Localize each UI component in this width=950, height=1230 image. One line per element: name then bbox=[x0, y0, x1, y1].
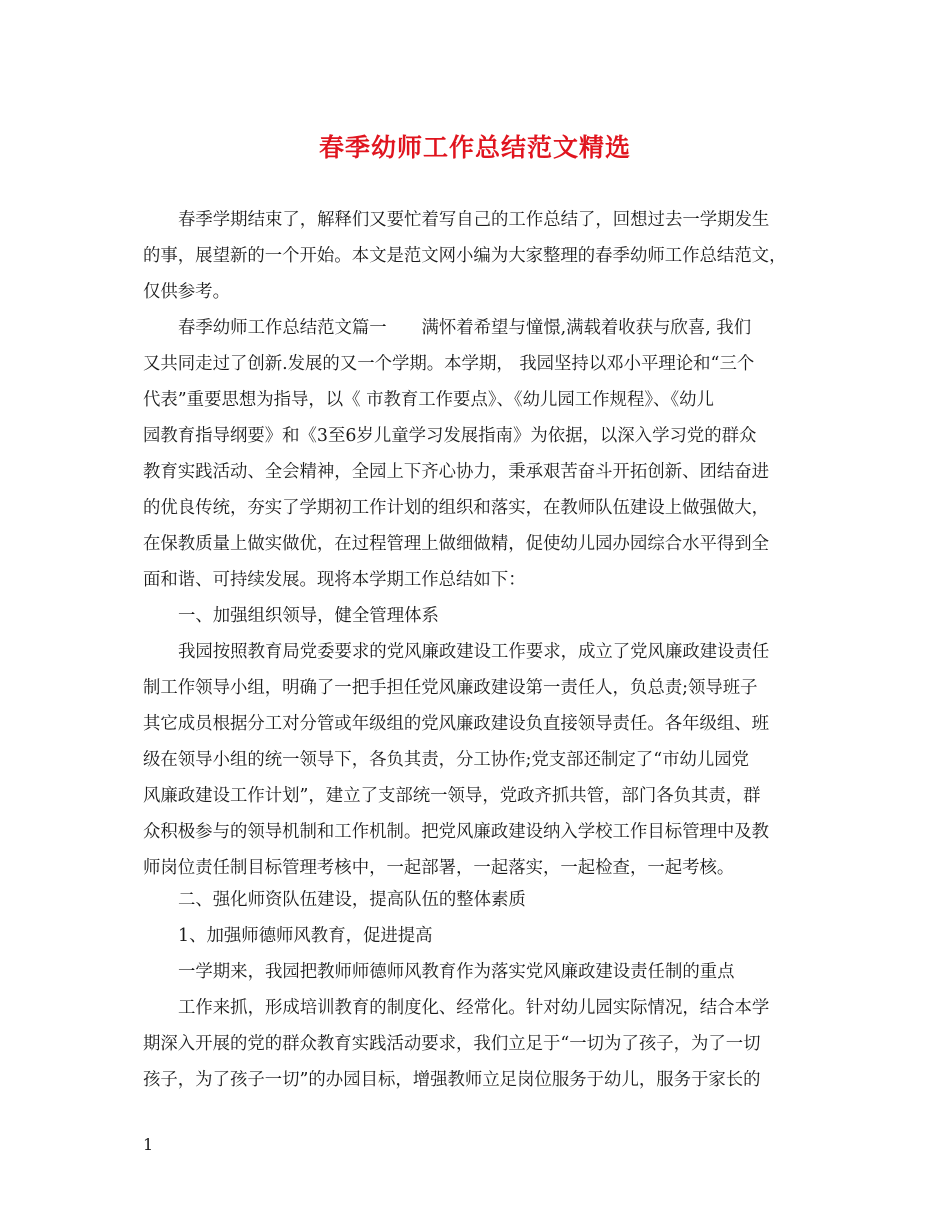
text-line: 春季学期结束了，解释们又要忙着写自己的工作总结了，回想过去一学期发生 bbox=[178, 210, 770, 230]
text-line: 孩子，为了孩子一切”的办园目标，增强教师立足岗位服务于幼儿，服务于家长的 bbox=[143, 1070, 761, 1090]
text-line: 的优良传统，夯实了学期初工作计划的组织和落实，在教师队伍建设上做强做大， bbox=[143, 498, 770, 518]
section-heading: 一、加强组织领导，健全管理体系 bbox=[178, 606, 439, 626]
section-heading: 春季幼师工作总结范文篇一 满怀着希望与憧憬,满载着收获与欣喜, 我们 bbox=[178, 318, 752, 338]
text-line: 工作来抓，形成培训教育的制度化、经常化。针对幼儿园实际情况，结合本学 bbox=[178, 998, 770, 1018]
document-title: 春季幼师工作总结范文精选 bbox=[318, 133, 631, 162]
text-line: 我园按照教育局党委要求的党风廉政建设工作要求，成立了党风廉政建设责任 bbox=[178, 642, 770, 662]
text-line: 师岗位责任制目标管理考核中，一起部署，一起落实，一起检查，一起考核。 bbox=[143, 858, 735, 878]
page-number: 1 bbox=[143, 1135, 154, 1154]
text-line: 制工作领导小组，明确了一把手担任党风廉政建设第一责任人，负总责;领导班子 bbox=[143, 678, 758, 698]
text-line: 的事，展望新的一个开始。本文是范文网小编为大家整理的春季幼师工作总结范文， bbox=[143, 246, 787, 266]
text-line: 其它成员根据分工对分管或年级组的党风廉政建设负直接领导责任。各年级组、班 bbox=[143, 714, 770, 734]
text-line: 在保教质量上做实做优，在过程管理上做细做精，促使幼儿园办园综合水平得到全 bbox=[143, 534, 770, 554]
text-line: 众积极参与的领导机制和工作机制。把党风廉政建设纳入学校工作目标管理中及教 bbox=[143, 822, 770, 842]
text-line: 风廉政建设工作计划”，建立了支部统一领导，党政齐抓共管，部门各负其责，群 bbox=[143, 786, 761, 806]
text-line: 级在领导小组的统一领导下，各负其责，分工协作;党支部还制定了“市幼儿园党 bbox=[143, 750, 750, 770]
text-line: 园教育指导纲要》和《3至6岁儿童学习发展指南》为依据，以深入学习党的群众 bbox=[143, 426, 757, 446]
text-line: 期深入开展的党的群众教育实践活动要求，我们立足于“一切为了孩子，为了一切 bbox=[143, 1034, 761, 1054]
section-heading: 二、强化师资队伍建设，提高队伍的整体素质 bbox=[178, 890, 526, 910]
subsection-heading: 1、加强师德师风教育，促进提高 bbox=[178, 926, 433, 946]
text-line: 教育实践活动、全会精神，全园上下齐心协力，秉承艰苦奋斗开拓创新、团结奋进 bbox=[143, 462, 770, 482]
text-line: 又共同走过了创新.发展的又一个学期。本学期， 我园坚持以邓小平理论和“三个 bbox=[143, 354, 755, 374]
text-line: 仅供参考。 bbox=[143, 282, 230, 302]
text-line: 面和谐、可持续发展。现将本学期工作总结如下： bbox=[143, 570, 526, 590]
text-line: 一学期来，我园把教师师德师风教育作为落实党风廉政建设责任制的重点 bbox=[178, 962, 735, 982]
text-line: 代表”重要思想为指导，以《 市教育工作要点》、《幼儿园工作规程》、《幼儿 bbox=[143, 390, 714, 410]
